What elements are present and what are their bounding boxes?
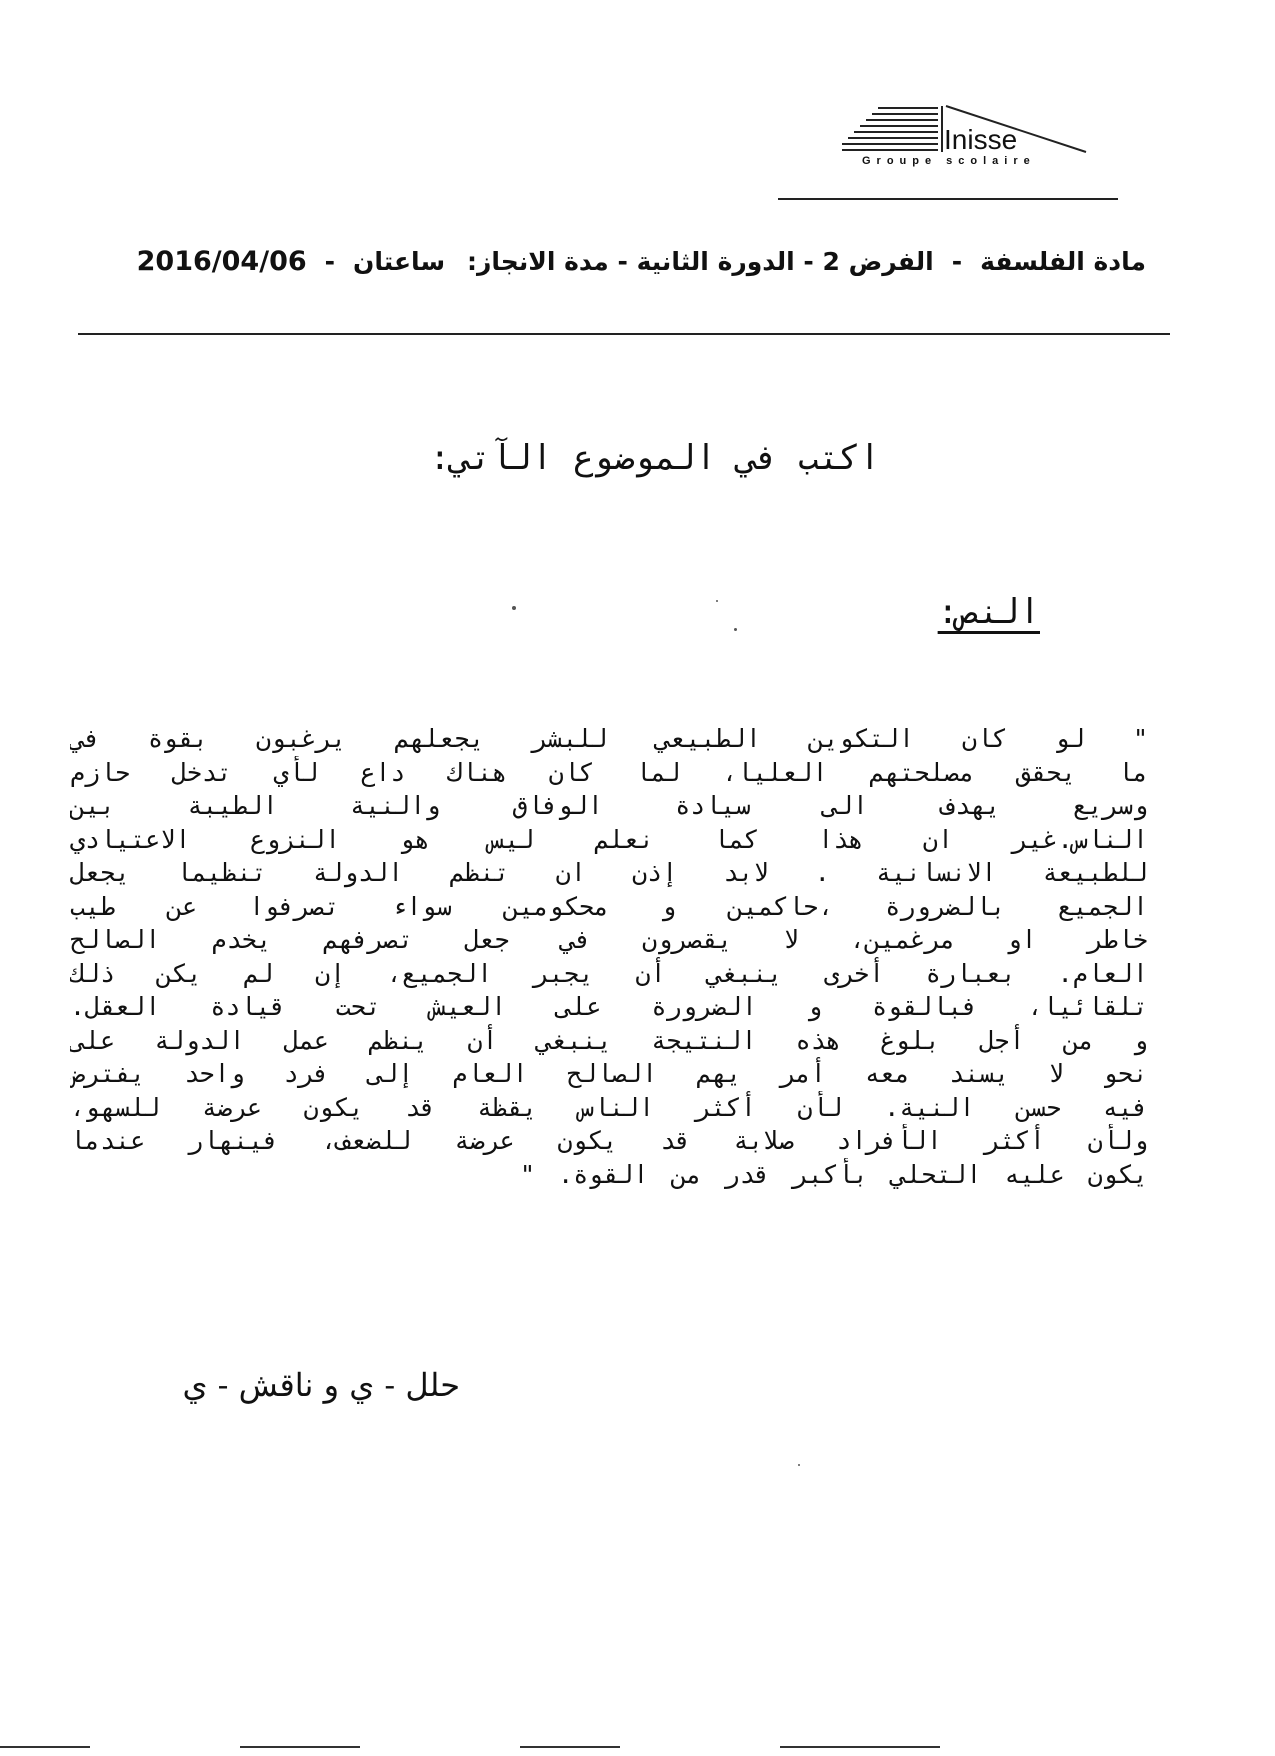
passage-line: فيه حسن النية. لأن أكثر الناس يقظة قد يكون عرضة للسهو، xyxy=(70,1092,1148,1122)
logo-underline xyxy=(778,198,1118,200)
duration-value: ساعتان xyxy=(353,247,446,276)
passage-line: ما يحقق مصلحتهم العليا، لما كان هناك داع لأي تدخل حازم xyxy=(70,757,1148,787)
passage-line: خاطر او مرغمين، لا يقصرون في جعل تصرفهم يخدم الصالح xyxy=(70,925,1148,954)
passage-line: ولأن أكثر الأفراد صلابة قد يكون عرضة للضعف، فينهار عندما xyxy=(70,1126,1148,1155)
passage-line: الناس.غير ان هذا كما نعلم ليس هو النزوع الاعتيادي xyxy=(70,824,1148,854)
essay-prompt: اكتب في الموضوع الآتي: xyxy=(429,438,880,478)
passage-line: الجميع بالضرورة ،حاكمين و محكومين سواء تصرفوا عن طيب xyxy=(70,891,1148,921)
philosophy-passage xyxy=(70,722,1148,1191)
passage-line: العام. بعبارة أخرى ينبغي أن يجبر الجميع، إن لم يكن ذلك xyxy=(70,958,1148,988)
passage-line: تلقائيا، فبالقوة و الضرورة على العيش تحت قيادة العقل. xyxy=(70,992,1148,1021)
school-logo xyxy=(838,104,1098,200)
scan-speck xyxy=(512,606,516,610)
passage-line: " لو كان التكوين الطبيعي للبشر يجعلهم يرغبون بقوة في xyxy=(70,724,1148,753)
passage-line: وسريع يهدف الى سيادة الوفاق والنية الطيبة بين xyxy=(70,791,1148,820)
footer-mark xyxy=(0,1746,90,1748)
scan-speck xyxy=(716,600,718,602)
passage-line: و من أجل بلوغ هذه النتيجة ينبغي أن ينظم عمل الدولة على xyxy=(70,1025,1148,1055)
logo-tagline: Groupe scolaire xyxy=(862,155,1036,167)
footer-mark xyxy=(780,1746,940,1748)
passage-line: للطبيعة الانسانية . لابد إذن ان تنظم الدولة تنظيما يجعل xyxy=(70,858,1148,887)
scan-speck xyxy=(798,1464,800,1466)
passage-line: يكون عليه التحلي بأكبر قدر من القوة. " xyxy=(520,1159,1148,1189)
logo-graphic xyxy=(838,104,1098,200)
logo-name: Inisse xyxy=(944,124,1018,155)
header-divider xyxy=(78,333,1170,335)
task-instruction: حلل - ي و ناقش - ي xyxy=(182,1366,460,1404)
subject-label: مادة الفلسفة xyxy=(980,247,1146,276)
footer-mark xyxy=(520,1746,620,1748)
passage-line: نحو لا يسند معه أمر يهم الصالح العام إلى فرد واحد يفترض xyxy=(70,1059,1148,1088)
footer-mark xyxy=(240,1746,360,1748)
exam-header: مادة الفلسفة - الفرض 2 - الدورة الثانية - مدة الانجاز: ساعتان - 2016/04/06 xyxy=(136,246,1146,277)
exam-details: الفرض 2 - الدورة الثانية - مدة الانجاز: xyxy=(467,247,934,276)
exam-date: 2016/04/06 xyxy=(136,246,307,277)
text-label: النص: xyxy=(937,592,1040,632)
scan-speck xyxy=(734,628,737,631)
